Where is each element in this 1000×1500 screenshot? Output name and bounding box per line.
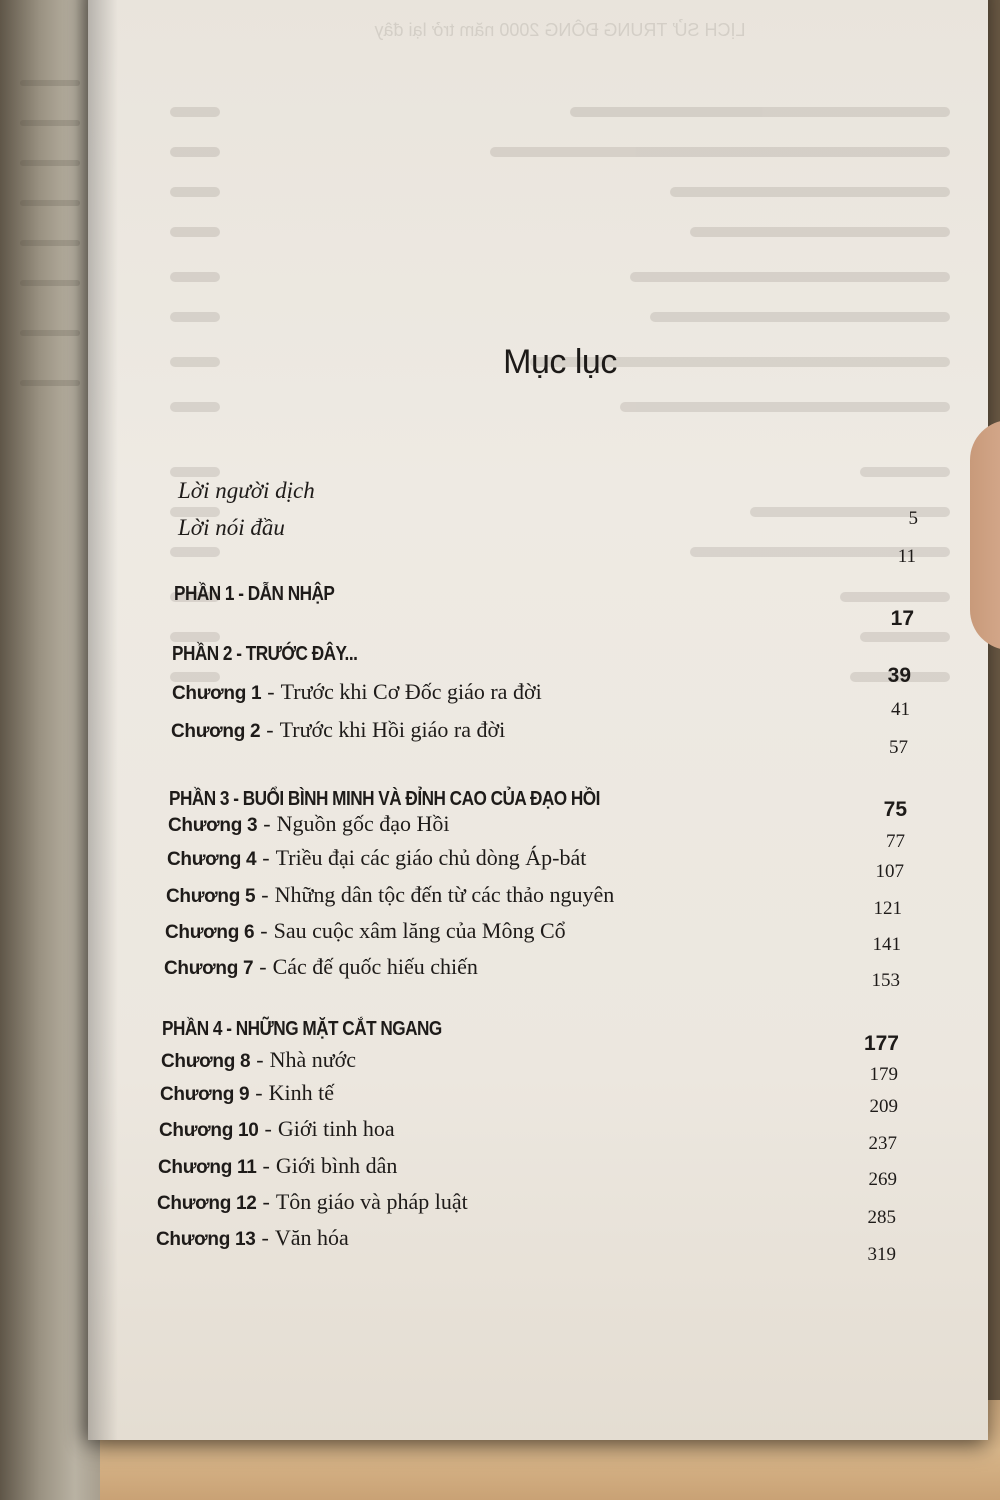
- toc-chapter-page-number: 269: [868, 1169, 897, 1190]
- toc-chapter-label: Chương 5: [166, 886, 256, 907]
- toc-entry-title: Lời người dịch: [178, 478, 315, 503]
- toc-chapter-entry[interactable]: [157, 1186, 468, 1218]
- toc-chapter-title: Nguồn gốc đạo Hồi: [276, 811, 450, 836]
- toc-chapter-label: Chương 10: [159, 1120, 259, 1141]
- toc-separator: -: [267, 679, 275, 704]
- toc-separator: -: [261, 1225, 269, 1250]
- toc-chapter-page-number: 77: [886, 831, 905, 852]
- toc-chapter-label: Chương 3: [168, 815, 258, 836]
- toc-chapter-page-number: 209: [869, 1096, 898, 1117]
- toc-chapter-entry[interactable]: [166, 879, 614, 911]
- toc-part-title: PHẦN 2 - TRƯỚC ĐÂY...: [172, 643, 358, 665]
- toc-separator: -: [255, 1080, 263, 1105]
- toc-chapter-title: Các đế quốc hiếu chiến: [272, 954, 478, 979]
- toc-chapter-title: Triều đại các giáo chủ dòng Áp-bát: [275, 845, 587, 870]
- toc-chapter-page-number: 153: [871, 970, 900, 991]
- toc-part-title: PHẦN 1 - DẪN NHẬP: [174, 583, 335, 605]
- toc-title: Mục lục: [503, 343, 617, 381]
- toc-part-heading[interactable]: [172, 638, 357, 670]
- bleed-header: LỊCH SỬ TRUNG ĐÔNG 2000 năm trở lại đây: [374, 20, 746, 40]
- toc-chapter-label: Chương 2: [171, 721, 261, 742]
- toc-separator: -: [256, 1047, 264, 1072]
- toc-chapter-label: Chương 11: [158, 1157, 257, 1178]
- toc-chapter-label: Chương 8: [161, 1051, 251, 1072]
- toc-chapter-label: Chương 4: [167, 849, 257, 870]
- toc-part-page-number: 75: [883, 798, 907, 821]
- toc-chapter-title: Nhà nước: [269, 1047, 357, 1072]
- toc-chapter-entry[interactable]: [165, 915, 566, 947]
- toc-chapter-entry[interactable]: [172, 676, 542, 708]
- toc-chapter-page-number: 107: [875, 861, 904, 882]
- toc-separator: -: [261, 882, 269, 907]
- toc-separator: -: [263, 811, 271, 836]
- toc-chapter-entry[interactable]: [160, 1077, 334, 1109]
- toc-chapter-title: Kinh tế: [268, 1080, 334, 1105]
- toc-chapter-title: Trước khi Cơ Đốc giáo ra đời: [280, 679, 542, 704]
- toc-chapter-entry[interactable]: [167, 842, 586, 874]
- toc-chapter-entry[interactable]: [156, 1222, 349, 1254]
- toc-chapter-label: Chương 7: [164, 958, 254, 979]
- toc-chapter-entry[interactable]: [171, 714, 505, 746]
- toc-chapter-entry[interactable]: [164, 951, 478, 983]
- toc-chapter-title: Trước khi Hồi giáo ra đời: [279, 717, 506, 742]
- toc-chapter-page-number: 319: [867, 1244, 896, 1265]
- toc-chapter-title: Sau cuộc xâm lăng của Mông Cổ: [273, 918, 566, 943]
- toc-entry-front-matter[interactable]: [178, 475, 315, 507]
- toc-page-number: 5: [908, 508, 918, 529]
- toc-chapter-page-number: 285: [867, 1207, 896, 1228]
- toc-chapter-page-number: 179: [869, 1064, 898, 1085]
- toc-part-title: PHẦN 3 - BUỔI BÌNH MINH VÀ ĐỈNH CAO CỦA ĐẠO HỒI: [169, 788, 600, 810]
- toc-chapter-title: Giới bình dân: [275, 1153, 398, 1178]
- toc-chapter-page-number: 121: [873, 898, 902, 919]
- toc-separator: -: [260, 918, 268, 943]
- toc-chapter-page-number: 141: [872, 934, 901, 955]
- toc-chapter-entry[interactable]: [158, 1150, 397, 1182]
- toc-entry-title: Lời nói đầu: [178, 515, 285, 540]
- toc-chapter-label: Chương 1: [172, 683, 262, 704]
- toc-chapter-page-number: 237: [868, 1133, 897, 1154]
- toc-separator: -: [266, 717, 274, 742]
- toc-chapter-label: Chương 12: [157, 1193, 257, 1214]
- toc-chapter-label: Chương 13: [156, 1229, 256, 1250]
- toc-part-heading[interactable]: [174, 578, 334, 610]
- toc-chapter-entry[interactable]: [168, 808, 450, 840]
- toc-chapter-label: Chương 9: [160, 1084, 250, 1105]
- toc-chapter-entry[interactable]: [161, 1044, 356, 1076]
- toc-chapter-entry[interactable]: [159, 1113, 395, 1145]
- toc-separator: -: [262, 1153, 270, 1178]
- toc-chapter-page-number: 41: [891, 699, 910, 720]
- toc-part-page-number: 177: [863, 1032, 899, 1055]
- toc-chapter-title: Tôn giáo và pháp luật: [275, 1189, 468, 1214]
- toc-chapter-label: Chương 6: [165, 922, 255, 943]
- toc-part-title: PHẦN 4 - NHỮNG MẶT CẮT NGANG: [162, 1018, 442, 1040]
- toc-separator: -: [262, 845, 270, 870]
- toc-chapter-page-number: 57: [889, 737, 908, 758]
- toc-separator: -: [259, 954, 267, 979]
- toc-chapter-title: Giới tinh hoa: [277, 1116, 395, 1141]
- toc-part-page-number: 17: [890, 607, 914, 630]
- toc-chapter-title: Văn hóa: [274, 1225, 349, 1250]
- toc-entry-front-matter[interactable]: [178, 512, 285, 544]
- toc-separator: -: [264, 1116, 272, 1141]
- toc-part-heading[interactable]: [162, 1013, 442, 1045]
- toc-page-number: 11: [897, 546, 916, 567]
- toc-part-page-number: 39: [887, 664, 911, 687]
- toc-separator: -: [262, 1189, 270, 1214]
- toc-chapter-title: Những dân tộc đến từ các thảo nguyên: [274, 882, 615, 907]
